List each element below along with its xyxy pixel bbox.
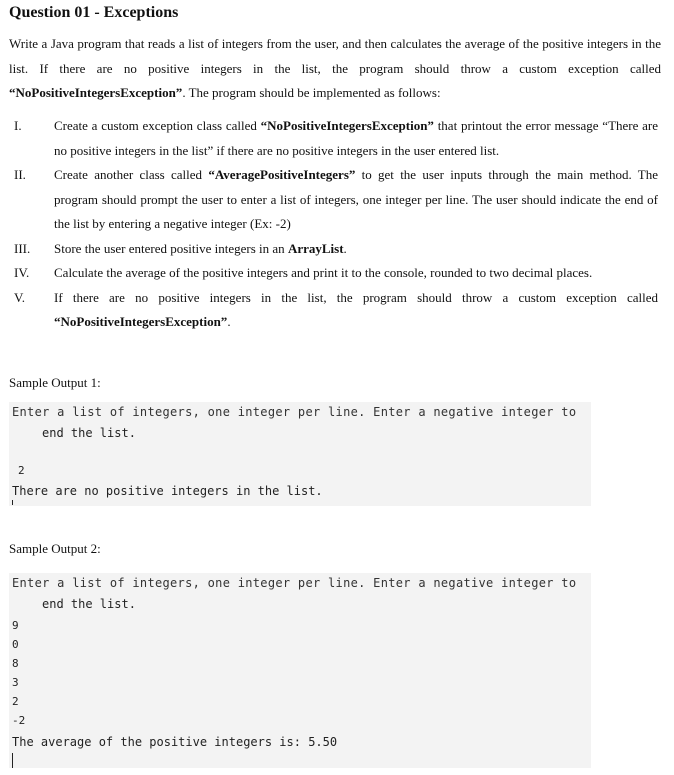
sample-output-1-label: Sample Output 1: [9,375,101,390]
console-input-line: 2 [18,464,25,477]
requirement-text-after: that printout the error message “There are no positive integers in the list” if there are no positive integers in the user entered list. [54,118,658,158]
requirement-text-before: Store the user entered positive integers in an [54,240,285,256]
requirement-text [54,261,658,286]
sample-output-2-label: Sample Output 2: [9,541,101,556]
requirement-number: III. [14,240,31,256]
intro-exception-name: “NoPositiveIntegersException” [9,85,183,100]
requirement-text-before: Calculate the average of the positive integers and print it to the console, rounded to two decimal places. [54,265,593,280]
requirement-text-bold: ArrayList [287,240,344,256]
requirement-text [54,237,658,262]
console-input-line: 8 [12,657,19,670]
console-input-line: 9 [12,619,19,632]
requirement-text [54,114,658,163]
requirement-text-bold: “NoPositiveIntegersException” [54,314,228,329]
console-input-line: -2 [12,714,26,727]
requirement-text-after: to get the user inputs through the main method. The program should prompt the user to enter a list of integers, one integer per line. The user should indicate the end of the list by entering a negative integer (Ex: -2) [54,167,658,231]
requirements-list [0,114,674,335]
console-input-line: 3 [12,676,19,689]
sample-output-2-console [9,573,591,768]
question-title: Question 01 - Exceptions [9,4,179,21]
intro-text-part1: Write a Java program that reads a list of integers from the user, and then calculates the average of the positive integers in the list. If there are no positive integers in the list, the program should throw a custom exception called [9,36,661,76]
console-prompt-line: Enter a list of integers, one integer per line. Enter a negative integer to [12,576,577,590]
console-prompt-line: end the list. [42,426,136,440]
intro-text-part2: . The program should be implemented as follows: [182,85,441,100]
requirement-item [0,114,674,163]
console-input-line: 2 [12,695,19,708]
requirement-text-after: . [343,240,347,256]
requirement-text-bold: “AveragePositiveIntegers” [208,167,356,182]
question-intro [9,32,661,106]
console-result-line: The average of the positive integers is: 5.50 [12,735,338,749]
text-cursor [12,753,13,768]
console-input-line: 0 [12,638,19,651]
requirement-text-before: Create a custom exception class called [54,118,257,133]
requirement-item [0,237,674,262]
console-prompt-line: end the list. [42,597,136,611]
requirement-item [0,286,674,335]
requirement-text [54,286,658,335]
sample-output-1-console [9,402,591,506]
requirement-number: II. [14,167,26,182]
requirement-number: I. [14,118,22,133]
requirement-item [0,163,674,237]
text-cursor [12,500,13,505]
requirement-text-before: Create another class called [54,167,203,182]
console-result-line: There are no positive integers in the list. [12,484,323,498]
requirement-text-after: . [227,314,231,329]
requirement-text-bold: “NoPositiveIntegersException” [260,118,434,133]
requirement-text [54,163,658,237]
requirement-item [0,261,674,286]
console-prompt-line: Enter a list of integers, one integer per line. Enter a negative integer to [12,405,577,419]
requirement-number: V. [14,289,25,305]
requirement-number: IV. [14,265,30,280]
requirement-text-before: If there are no positive integers in the list, the program should throw a custom exception called [54,289,658,305]
